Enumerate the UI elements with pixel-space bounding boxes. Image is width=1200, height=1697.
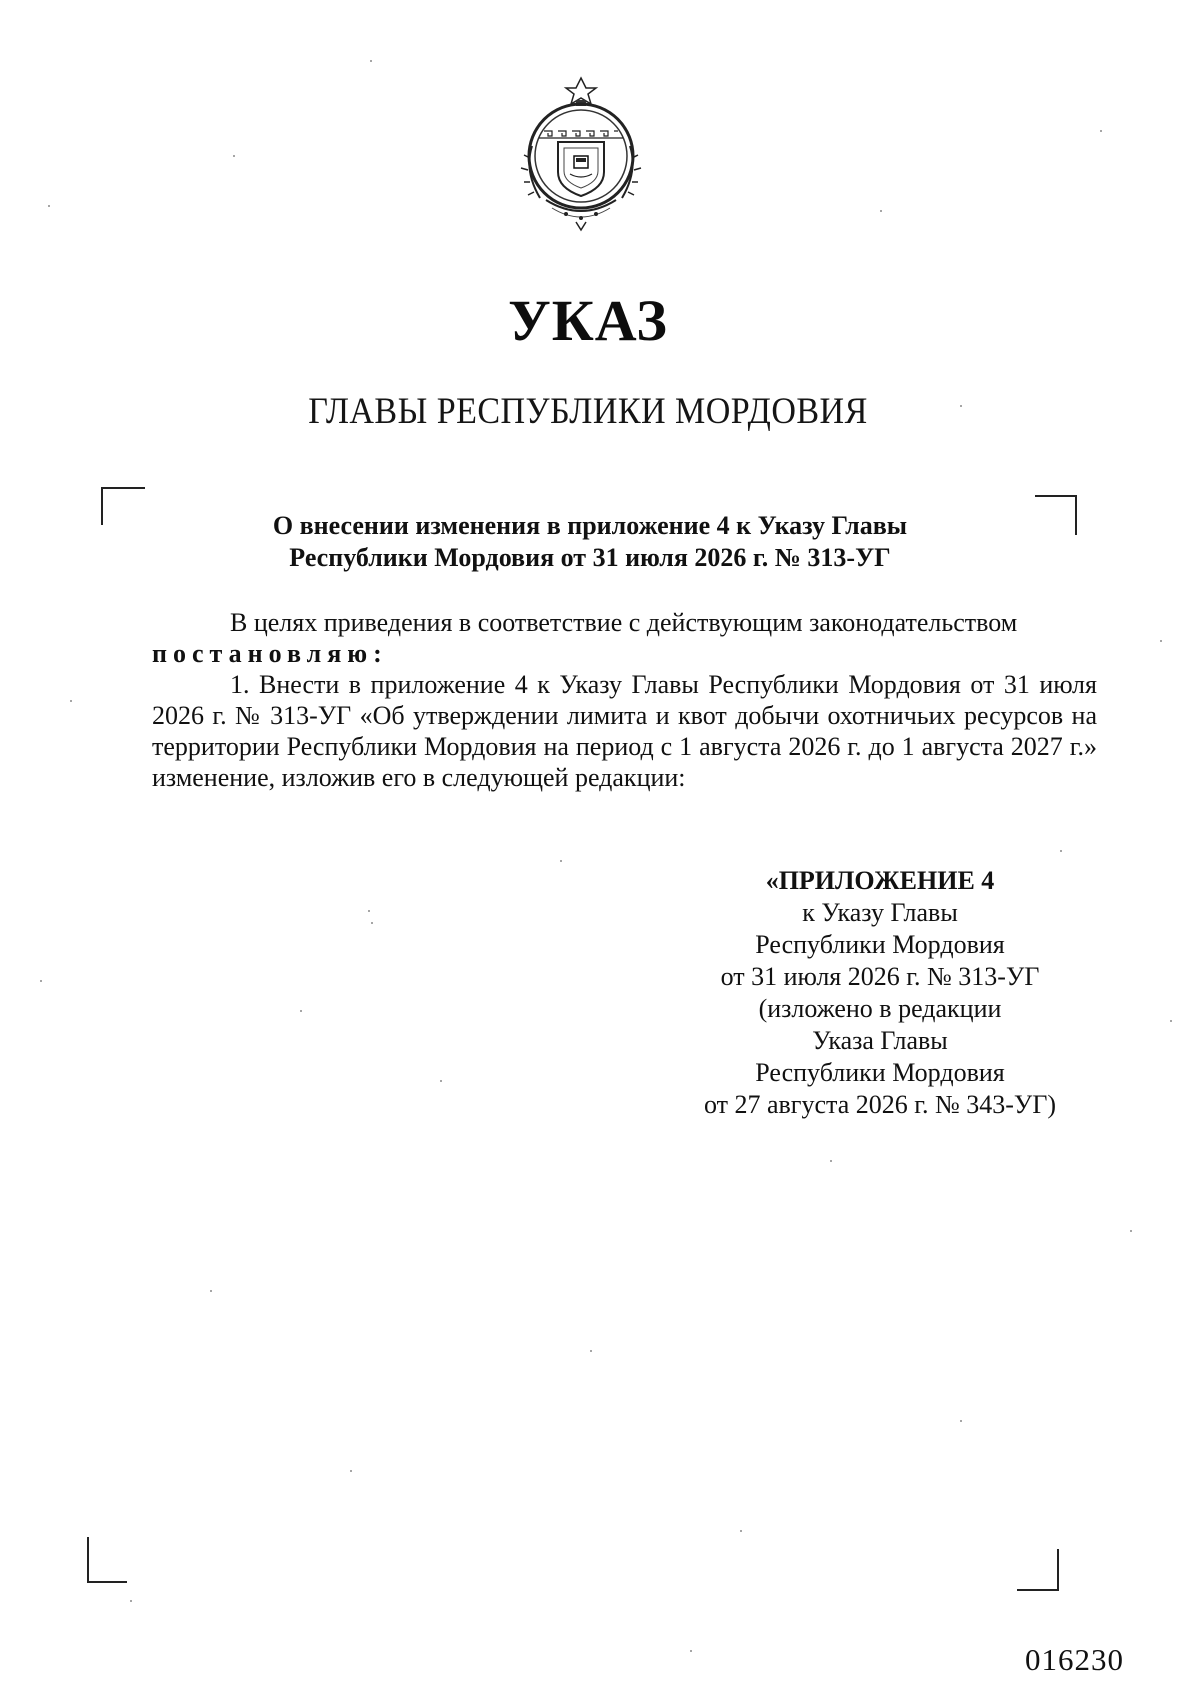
heading-line-2: Республики Мордовия от 31 июля 2026 г. № 313-УГ: [289, 543, 891, 572]
appendix-line-7: от 27 августа 2026 г. № 343-УГ): [703, 1090, 1057, 1119]
corner-mark-bottom-right: [1017, 1549, 1059, 1591]
appendix-line-2: Республики Мордовия: [755, 930, 1005, 959]
decree-word: постановляю:: [152, 639, 388, 668]
corner-mark-top-left: [101, 487, 145, 525]
appendix-line-6: Республики Мордовия: [755, 1058, 1005, 1087]
corner-mark-top-right: [1035, 495, 1077, 535]
appendix-line-3: от 31 июля 2026 г. № 313-УГ: [720, 962, 1040, 991]
corner-mark-bottom-left: [87, 1537, 127, 1583]
appendix-line-1: к Указу Главы: [802, 898, 958, 927]
appendix-line-5: Указа Главы: [812, 1026, 948, 1055]
appendix-title: «ПРИЛОЖЕНИЕ 4: [765, 866, 995, 895]
preamble-paragraph: В целях приведения в соответствие с действующим законодательством: [230, 608, 1018, 637]
document-type-title: УКАЗ: [508, 288, 668, 353]
form-serial-number: 016230: [1025, 1642, 1124, 1677]
appendix-line-4: (изложено в редакции: [758, 994, 1002, 1023]
document-heading: [150, 510, 1030, 574]
issuer-subtitle: ГЛАВЫ РЕСПУБЛИКИ МОРДОВИЯ: [308, 391, 868, 432]
clause-1-paragraph: 1. Внести в приложение 4 к Указу Главы Республики Мордовия от 31 июля 2026 г. № 313-УГ «Об утверждении лимита и квот добычи охотничьих ресурсов на территории Республики Мордовия на период с 1 августа 2026 г. до 1 августа 2027 г.» изменение, изложив его в следующей редакции:: [152, 670, 1097, 792]
coat-of-arms-icon: [506, 76, 656, 232]
heading-line-1: О внесении изменения в приложение 4 к Указу Главы: [272, 511, 908, 540]
appendix-block: [660, 865, 1100, 1121]
